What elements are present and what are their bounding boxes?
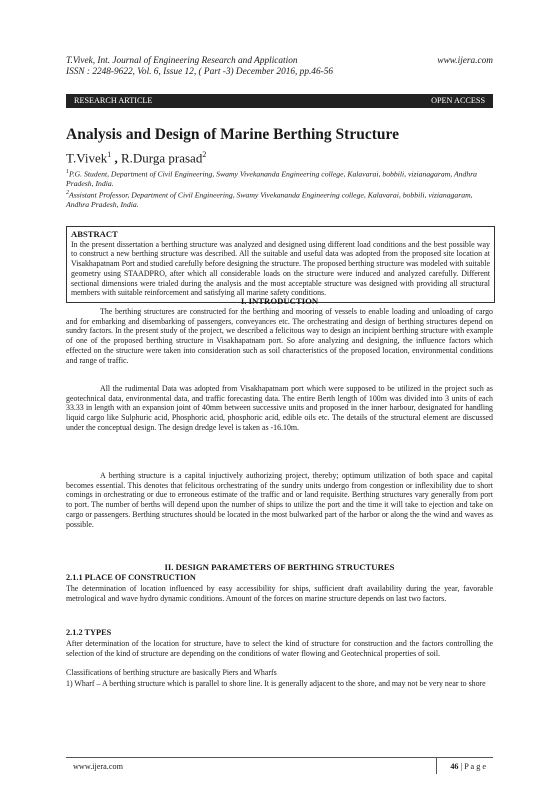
journal-name: T.Vivek, Int. Journal of Engineering Research and Application	[66, 56, 298, 66]
author-separator: ,	[111, 150, 121, 166]
page-label: | P a g e	[458, 762, 486, 771]
open-access-label: OPEN ACCESS	[431, 96, 485, 105]
footer-divider	[66, 757, 493, 758]
journal-issn: ISSN : 2248-9622, Vol. 6, Issue 12, ( Part -3) December 2016, pp.46-56	[66, 67, 333, 77]
abstract-text: In the present dissertation a berthing structure was analyzed and designed using different load conditions and the best possible way to construct a new berthing structure was described. All the suitable and useful data was adopted from the proposed site location at Visakhapatnam Port and studied carefully before designing the structure. The proposed berthing structure was modeled with suitable geometry using STAADPRO, after which all considerable loads on the structure were induced and analyzed carefully. Different sectional dimensions were trialed during the analysis and the most acceptable structure was designed with providing all structural members with suitable reinforcement and satisfying all marine safety conditions.	[71, 239, 490, 298]
affiliation-1	[66, 168, 493, 189]
subsection-heading-types: 2.1.2 TYPES	[66, 628, 112, 637]
author-name: T.Vivek	[66, 150, 108, 166]
article-type-label: RESEARCH ARTICLE	[74, 96, 153, 105]
subsection-heading-place: 2.1.1 PLACE OF CONSTRUCTION	[66, 573, 196, 582]
footer-page-number	[450, 762, 486, 771]
article-type-bar	[66, 94, 493, 108]
footer-website-link[interactable]: www.ijera.com	[73, 762, 123, 771]
affiliation-mark: 2	[66, 190, 69, 196]
intro-paragraph-3: A berthing structure is a capital injuctively authorizing project, thereby; optimum utilization of both space and capital becomes essential. This denotes that felicitous orchestrating of the sundry units undergo from congestion or inflexibility due to short comings in orchestrating or due to erroneous estimate of the traffic and or land requisite. Berthing structures vary generally from port to port. The number of berths will depend upon the number of ships to utilize the port and the time it will take to ejection and take on cargo or passengers. Berthing structures should be located in the most bulwarked part of the harbor or along the the wind and waves as possible.	[66, 471, 493, 529]
author-list	[66, 150, 206, 166]
intro-paragraph-1: The berthing structures are constructed for the berthing and mooring of vessels to enable loading and unloading of cargo and for embarking and disembarking of passengers, conveyances etc. The orchestrating and design of berthing structures depend on sundry factors. In the present study of the project, we described a felicitous way to design an incipient berthing structure with example of one of the proposed berthing structure in Visakhapatnam port. So afore analyzing and designing, the influence factors which effected on the structure were taken into consideration such as soil characteristics of the proposed location, environmental conditions and range of traffic.	[66, 307, 493, 365]
section-heading-design-parameters: II. DESIGN PARAMETERS OF BERTHING STRUCTURES	[164, 562, 395, 572]
paper-title: Analysis and Design of Marine Berthing Structure	[66, 126, 399, 143]
section-heading-introduction: I. INTRODUCTION	[240, 296, 319, 306]
author-affiliation-mark: 2	[202, 150, 207, 159]
intro-paragraph-2: All the rudimental Data was adopted from Visakhapatnam port which were supposed to be utilized in the project such as geotechnical data, environmental data, and traffic forecasting data. The entire Berth length of 100m was divided into 3 units of each 33.33 in length with an expansion joint of 40mm between successive units and proposed in the inner harbour, designated for handling liquid cargo like Sulphuric acid, Phosphoric acid, phosphoric acid, edible oils etc. The details of the structural element are discussed under the conceptual design. The design dredge level is taken as -16.10m.	[66, 384, 493, 432]
affiliation-text: P.G. Student, Department of Civil Engineering, Swamy Vivekananda Engineering college, Kalavarai, bobbili, vizianagaram, Andhra Pradesh, India.	[66, 169, 478, 189]
page-number: 46	[450, 762, 459, 771]
journal-website-link[interactable]: www.ijera.com	[437, 56, 493, 66]
journal-citation	[66, 56, 333, 78]
author-affiliation-mark: 1	[107, 150, 112, 159]
abstract-box	[66, 226, 495, 303]
place-paragraph: The determination of location influenced by easy accessibility for ships, sufficient draft availability during the year, favorable metrological and wave hydro dynamic conditions. Amount of the forces on marine structure depends on last two factors.	[66, 584, 493, 603]
types-wharf-item: 1) Wharf – A berthing structure which is parallel to shore line. It is generally adjacent to the shore, and may not be very near to shore	[66, 679, 486, 688]
abstract-heading: ABSTRACT	[71, 229, 118, 239]
types-classification-line: Classifications of berthing structure are basically Piers and Wharfs	[66, 668, 277, 677]
affiliation-mark: 1	[66, 169, 69, 175]
footer-separator	[436, 758, 437, 774]
affiliation-text: Assistant Professor, Department of Civil Engineering, Swamy Vivekananda Engineering college, Kalavarai, bobbili, vizianagaram, Andhra Pradesh, India.	[66, 190, 473, 210]
affiliation-2	[66, 189, 493, 210]
author-name: R.Durga prasad	[120, 150, 203, 166]
types-paragraph: After determination of the location for structure, have to select the kind of structure for construction and the factors controlling the selection of the kind of structure are depending on the conditions of water flowing and Geotechnical properties of soil.	[66, 639, 493, 658]
